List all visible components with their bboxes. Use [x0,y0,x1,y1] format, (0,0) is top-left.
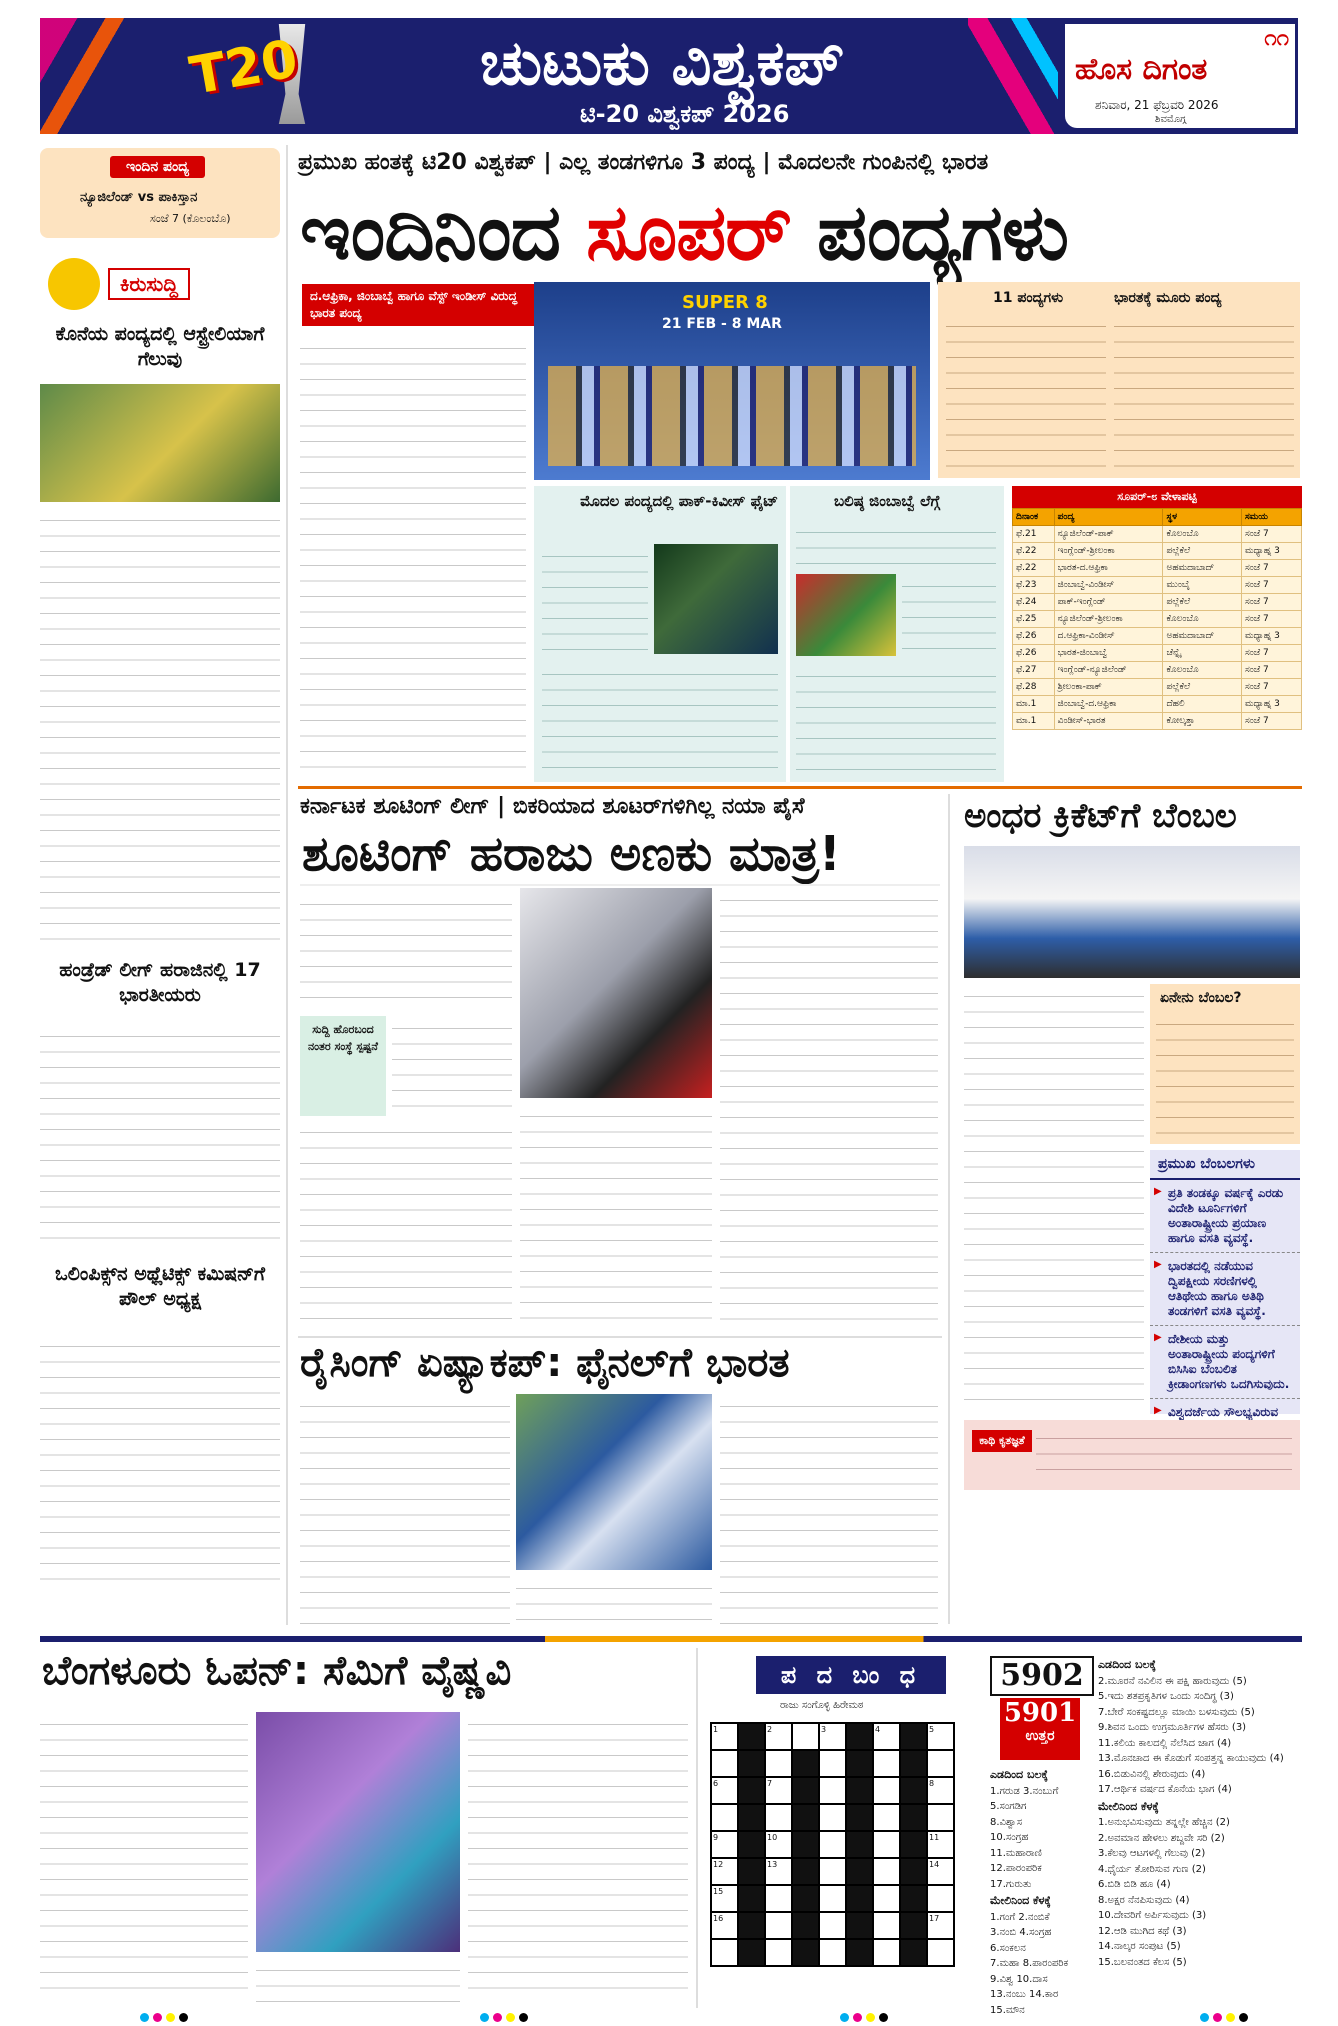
schedule-row [1013,662,1302,679]
schedule-cell: ಫೆ.22 [1013,560,1055,577]
schedule-cell: ಸಂಜೆ 7 [1241,577,1301,594]
crossword-block [846,1939,873,1966]
schedule-cell: ಮಾ.1 [1013,696,1055,713]
schedule-cell: ಸಂಜೆ 7 [1241,713,1301,730]
sub-story-2-title: ಬಲಿಷ್ಠ ಜಿಂಬಾಬ್ವೆ ಲೆಗ್ಗೆ [834,492,941,510]
rising-body-3 [720,1394,938,1624]
schedule-cell: ಪಲ್ಲೆಕೆಲೆ [1163,543,1242,560]
short-news-title: ಕಿರುಸುದ್ದಿ [108,268,190,300]
schedule-cell: ಕೊಲಂಬೊ [1163,662,1242,679]
players-group [548,366,916,466]
schedule-cell: ದ.ಆಫ್ರಿಕಾ-ವಿಂಡೀಸ್ [1054,628,1163,645]
column-divider [286,145,288,1625]
support-list [1150,1150,1300,1419]
support-point: ▶ ದೇಶೀಯ ಮತ್ತು ಅಂತಾರಾಷ್ಟ್ರೀಯ ಪಂದ್ಯಗಳಿಗೆ ಬಿಸಿಸಿಐ ಬೆಂಬಲಿತ ಕ್ರೀಡಾಂಗಣಗಳು ಒದಗಿಸುವುದು. [1150,1326,1300,1399]
schedule-cell: ಫೆ.22 [1013,543,1055,560]
crossword-cell[interactable] [873,1885,900,1912]
crossword-cell[interactable] [873,1804,900,1831]
schedule-row [1013,560,1302,577]
crossword-grid[interactable] [710,1722,955,1967]
crossword-grid-wrap [710,1722,955,1967]
sub-story-1 [534,486,786,782]
crossword-block [792,1912,819,1939]
sub-story-2-body-3 [796,664,996,774]
hand-icon [48,258,100,310]
cricket-photo [40,384,280,502]
schedule-cell: ಜಿಂಬಾಬ್ವೆ-ವಿಂಡೀಸ್ [1054,577,1163,594]
schedule-cell: ಪಲ್ಲೆಕೆಲೆ [1163,679,1242,696]
crossword-cell[interactable]: 17 [927,1912,954,1939]
crossword-cell[interactable]: 4 [873,1723,900,1750]
schedule-row [1013,526,1302,543]
clue-item: 13.ನಂಬು 14.ಕಾರ [990,1989,1059,2000]
schedule-cell: ಚೆನ್ನೈ [1163,645,1242,662]
box1-body [946,314,1106,472]
crossword-block [792,1885,819,1912]
left-headline-3: ಒಲಿಂಪಿಕ್ಸ್‌ನ ಅಥ್ಲೆಟಿಕ್ಸ್ ಕಮಿಷನ್‌ಗೆ ಪೌಲ್ ಅಧ್ಯಕ್ಷ [55,1263,265,1310]
crossword-cell[interactable] [765,1804,792,1831]
schedule-cell: ಭಾರತ-ಜಿಂಬಾಬ್ವೆ [1054,645,1163,662]
down-title: ಮೇಲಿನಿಂದ ಕೆಳಕ್ಕೆ [1098,1799,1159,1813]
schedule-row [1013,679,1302,696]
section-rule [298,786,1302,789]
shooting-body-3 [300,1120,512,1332]
crossword-cell[interactable] [765,1912,792,1939]
left-headline-1: ಕೊನೆಯ ಪಂದ್ಯದಲ್ಲಿ ಆಸ್ಟ್ರೇಲಿಯಾಗೆ ಗೆಲುವು [55,323,265,370]
crossword-cell[interactable]: 6 [711,1777,738,1804]
prev-answer-badge [1000,1698,1080,1760]
t20-logo: T20 [185,29,303,107]
column-divider [948,794,950,1624]
clue-item: 1.ಅನುಭವಿಸುವುದು ತನ್ನಲ್ಲೇ ಹೆಚ್ಚಿನ (2) [1098,1817,1230,1828]
schedule-cell: ಫೆ.23 [1013,577,1055,594]
schedule-cell: ಜಿಂಬಾಬ್ವೆ-ದ.ಆಫ್ರಿಕಾ [1054,696,1163,713]
crossword-cell[interactable]: 14 [927,1858,954,1885]
schedule-cell: ಪಾಕ್-ಇಂಗ್ಲೆಂಡ್ [1054,594,1163,611]
crossword-block [738,1804,765,1831]
shooting-quote: ಸುದ್ದಿ ಹೊರಬಂದ ನಂತರ ಸಂಸ್ಥೆ ಸ್ಪಷ್ಟನೆ [300,1016,386,1116]
tennis-photo [256,1712,460,1952]
schedule-header: ಸ್ಥಳ [1163,509,1242,526]
schedule-cell: ಅಹಮದಾಬಾದ್ [1163,560,1242,577]
crossword-block [792,1804,819,1831]
crossword-block [738,1750,765,1777]
schedule-cell: ಫೆ.21 [1013,526,1055,543]
shooting-kicker: ಕರ್ನಾಟಕ ಶೂಟಿಂಗ್ ಲೀಗ್ | ಬಿಕರಿಯಾದ ಶೂಟರ್‌ಗಳಿಗಿಲ್ಲ ನಯಾ ಪೈಸೆ [300,794,805,819]
crossword-cell[interactable] [792,1723,819,1750]
shooting-headline: ಶೂಟಿಂಗ್ ಹರಾಜು ಅಣಕು ಮಾತ್ರ! [302,826,841,882]
sub-story-1-body-2 [542,662,778,774]
main-headline [300,188,1068,279]
clue-item: 8.ವಿಶ್ವಾಸ [990,1816,1023,1828]
clue-item: 6.ಬಿಡಿ ಬಿಡಿ ಹೂ (4) [1098,1879,1171,1890]
gratitude-label: ಕಾಥಿ ಕೃತಜ್ಞತೆ [972,1430,1032,1452]
crossword-cell[interactable]: 12 [711,1858,738,1885]
schedule-row [1013,645,1302,662]
clue-item: 12.ಆಡಿ ಮುಗಿದ ಕಥೆ (3) [1098,1925,1187,1937]
header-banner [40,18,1298,134]
divider [298,1336,942,1338]
schedule-cell: ಫೆ.26 [1013,645,1055,662]
crossword-block [738,1777,765,1804]
crossword-block [846,1885,873,1912]
sub-story-2 [790,486,1004,782]
clue-item: 2.ಅವಮಾನ ಹೇಳಲು ಶಬ್ದವೇ ಸರಿ (2) [1098,1832,1225,1844]
tennis-body-3 [468,1712,688,2002]
headline-part: ಪಂದ್ಯಗಳು [790,188,1069,278]
gratitude-body [1036,1426,1292,1484]
crossword-cell[interactable] [927,1804,954,1831]
schedule-cell: ಸಂಜೆ 7 [1241,662,1301,679]
schedule-cell: ಸಂಜೆ 7 [1241,645,1301,662]
today-match-teams: ನ್ಯೂಜಿಲೆಂಡ್ vs ಪಾಕಿಸ್ತಾನ [80,190,198,205]
crossword-cell[interactable]: 7 [765,1777,792,1804]
schedule-header: ಸಮಯ [1241,509,1301,526]
clue-item: 17.ಗುರುತು [990,1878,1032,1890]
crossword-title: ಪ ದ ಬಂ ಧ [756,1656,946,1694]
prev-across-title: ಎಡದಿಂದ ಬಲಕ್ಕೆ [990,1768,1048,1781]
puzzle-number: 5902 [990,1656,1094,1696]
super8-schedule [1012,486,1302,730]
page-number: ೧೧ [1264,26,1289,51]
crossword-cell[interactable] [819,1777,846,1804]
clue-item: 11.ಕಲಿಯ ಕಾಲದಲ್ಲಿ ನೆಲೆಸಿದ ಜಾಗ (4) [1098,1737,1232,1749]
clue-item: 8.ಅಕ್ಷರ ನೆನಪಿಸುವುದು (4) [1098,1894,1190,1906]
schedule-row [1013,696,1302,713]
crossword-block [900,1750,927,1777]
box2-body [1114,314,1294,472]
schedule-cell: ಮಧ್ಯಾಹ್ನ 3 [1241,628,1301,645]
crossword-block [900,1939,927,1966]
crossword-block [900,1777,927,1804]
box2-title: ಭಾರತಕ್ಕೆ ಮೂರು ಪಂದ್ಯ [1114,290,1222,306]
clue-item: 1.ಗಂಗೆ 2.ನಂಬಿಕೆ [990,1911,1050,1923]
schedule-cell: ನ್ಯೂಜಿಲೆಂಡ್-ಶ್ರೀಲಂಕಾ [1054,611,1163,628]
schedule-cell: ಇಂಗ್ಲೆಂಡ್-ಶ್ರೀಲಂಕಾ [1054,543,1163,560]
headline-part: ಇಂದಿನಿಂದ [300,188,587,278]
crossword-cell[interactable] [819,1831,846,1858]
support-point: ▶ ಭಾರತದಲ್ಲಿ ನಡೆಯುವ ದ್ವಿಪಕ್ಷೀಯ ಸರಣಿಗಳಲ್ಲಿ ಆತಿಥೇಯ ಹಾಗೂ ಅತಿಥಿ ತಂಡಗಳಿಗೆ ವಸತಿ ವ್ಯವಸ್ಥೆ. [1150,1253,1300,1326]
clues [1098,1656,1302,1970]
schedule-cell: ಸಂಜೆ 7 [1241,526,1301,543]
clue-item: 11.ಮಹಾರಾಣಿ [990,1847,1042,1859]
divider [300,884,940,886]
down-clues [1098,1815,1302,1970]
crossword-block [900,1831,927,1858]
print-register-marks [1200,2013,1248,2022]
rising-body-2 [516,1576,712,1624]
shooting-body-4 [520,1104,712,1332]
crossword-block [846,1831,873,1858]
left-article-2-body [40,1024,280,1240]
today-match-time: ಸಂಜೆ 7 (ಕೊಲಂಬೊ) [150,212,231,225]
schedule-cell: ಫೆ.28 [1013,679,1055,696]
shooting-body-1 [300,892,512,1012]
clue-item: 7.ಬೇರೆ ಸಂಕಷ್ಟದಲ್ಲೂ ಮಾಯಿ ಬಳಸುವುದು (5) [1098,1706,1255,1718]
support-point: ▶ ಪ್ರತಿ ತಂಡಕ್ಕೂ ವರ್ಷಕ್ಕೆ ಎರಡು ವಿದೇಶಿ ಟೂರ್ನಿಗಳಿಗೆ ಅಂತಾರಾಷ್ಟ್ರೀಯ ಪ್ರಯಾಣ ಹಾಗೂ ವಸತಿ ವ್ಯವಸ್ಥೆ. [1150,1180,1300,1253]
across-clues [1098,1674,1302,1798]
blind-cricket-headline: ಅಂಧರ ಕ್ರಿಕೆಟ್‌ಗೆ ಬೆಂಬಲ [964,796,1237,836]
crossword-cell[interactable] [873,1912,900,1939]
crossword-cell[interactable] [819,1804,846,1831]
short-news-label [48,258,278,314]
crossword-cell[interactable] [711,1750,738,1777]
crossword-cell[interactable] [765,1750,792,1777]
issue-city: ಶಿವಮೊಗ್ಗ [1155,114,1187,125]
crossword-block [738,1939,765,1966]
rising-photo [516,1394,712,1570]
schedule-cell: ಕೋಲ್ಕತ್ತಾ [1163,713,1242,730]
super8-captains-photo [534,282,930,480]
clue-item: 9.ಶಿವನ ಒಂದು ಉಗ್ರಮೂರ್ತಿಗಳ ಹೆಸರು (3) [1098,1722,1247,1733]
prev-across-list [990,1784,1090,1893]
crossword-cell[interactable]: 10 [765,1831,792,1858]
crossword-block [738,1831,765,1858]
crossword-block [900,1858,927,1885]
schedule-caption: ಸೂಪರ್-೮ ವೇಳಾಪಟ್ಟಿ [1012,486,1302,508]
schedule-cell: ಮಧ್ಯಾಹ್ನ 3 [1241,696,1301,713]
schedule-cell: ಸಂಜೆ 7 [1241,560,1301,577]
crossword-cell[interactable] [927,1939,954,1966]
clue-item: 7.ಮಹಾ 8.ಪಾರಂಪರಿಕ [990,1958,1069,1969]
clue-item: 10.ದೇವರಿಗೆ ಅರ್ಪಿಸುವುದು (3) [1098,1910,1207,1921]
schedule-table [1012,508,1302,730]
schedule-cell: ದೆಹಲಿ [1163,696,1242,713]
crossword-cell[interactable]: 16 [711,1912,738,1939]
clue-item: 3.ನಂಬಿ 4.ಸಂಗ್ರಹ [990,1927,1052,1938]
section-subtitle: ಟಿ-20 ವಿಶ್ವಕಪ್ 2026 [580,100,790,128]
schedule-cell: ಫೆ.27 [1013,662,1055,679]
paper-logo: ಹೊಸ ದಿಗಂತ [1075,52,1208,87]
print-register-marks [480,2013,528,2022]
issue-date: ಶನಿವಾರ, 21 ಫೆಬ್ರವರಿ 2026 [1095,98,1219,112]
prev-answers [990,1766,1090,2018]
support-list-title: ಪ್ರಮುಖ ಬೆಂಬಲಗಳು [1150,1150,1300,1180]
schedule-cell: ವಿಂಡೀಸ್-ಭಾರತ [1054,713,1163,730]
schedule-cell: ಭಾರತ-ದ.ಆಫ್ರಿಕಾ [1054,560,1163,577]
clue-item: 5.ಇದು ಶತಪ್ರಕೃತಿಗಳ ಒಂದು ಸಂದಿಗ್ಧ (3) [1098,1691,1234,1702]
main-article-body [300,336,526,776]
schedule-cell: ಇಂಗ್ಲೆಂಡ್-ನ್ಯೂಜಿಲೆಂಡ್ [1054,662,1163,679]
crossword-cell[interactable] [873,1750,900,1777]
crossword-block [792,1750,819,1777]
schedule-cell: ಫೆ.24 [1013,594,1055,611]
crossword-block [846,1804,873,1831]
crossword-block [792,1831,819,1858]
crossword-block [738,1723,765,1750]
schedule-cell: ಮಾ.1 [1013,713,1055,730]
column-divider [696,1648,698,2008]
crossword-cell[interactable] [765,1939,792,1966]
clue-item: 5.ಸಂಗಡಿಗ [990,1801,1027,1812]
crossword-block [846,1858,873,1885]
left-headline-2: ಹಂಡ್ರೆಡ್ ಲೀಗ್ ಹರಾಜಿನಲ್ಲಿ 17 ಭಾರತೀಯರು [59,959,261,1006]
blind-faq-title: ಏನೇನು ಬೆಂಬಲ? [1160,990,1242,1006]
shooting-body-5 [720,888,938,1332]
crossword-block [846,1750,873,1777]
sub-story-1-title: ಮೊದಲ ಪಂದ್ಯದಲ್ಲಿ ಪಾಕ್-ಕಿವೀಸ್ ಫೈಟ್ [580,492,778,510]
schedule-cell: ಫೆ.25 [1013,611,1055,628]
crossword-block [792,1858,819,1885]
zimbabwe-photo [796,574,896,656]
clue-item: 14.ನಾಲ್ಕರ ಸಂಪುಟ (5) [1098,1941,1181,1952]
crossword-cell[interactable] [873,1831,900,1858]
support-point: ▶ ವಿಶ್ವದರ್ಜೆಯ ಸೌಲಭ್ಯವಿರುವ [1150,1399,1300,1457]
shooting-event-photo [520,888,712,1098]
main-kicker: ಪ್ರಮುಖ ಹಂತಕ್ಕೆ ಟಿ20 ವಿಶ್ವಕಪ್ | ಎಲ್ಲ ತಂಡಗಳಿಗೂ 3 ಪಂದ್ಯ | ಮೊದಲನೇ ಗುಂಪಿನಲ್ಲಿ ಭಾರತ [298,150,989,175]
crossword-cell[interactable] [873,1939,900,1966]
crossword-block [900,1912,927,1939]
schedule-header: ದಿನಾಂಕ [1013,509,1055,526]
box1-title: 11 ಪಂದ್ಯಗಳು [993,290,1064,306]
clue-item: 3.ಕೆಲವು ಆಟಗಳಲ್ಲಿ ಗೆಲುವು (2) [1098,1848,1206,1859]
across-title: ಎಡದಿಂದ ಬಲಕ್ಕೆ [1098,1658,1156,1671]
schedule-row [1013,577,1302,594]
crossword-cell[interactable]: 5 [927,1723,954,1750]
crossword-cell[interactable] [819,1858,846,1885]
banner-decoration [40,18,160,134]
crossword-cell[interactable]: 1 [711,1723,738,1750]
crossword-cell[interactable]: 13 [765,1858,792,1885]
info-boxes [938,282,1300,478]
crossword-cell[interactable] [819,1885,846,1912]
crossword-block [846,1723,873,1750]
schedule-row [1013,594,1302,611]
schedule-cell: ಕೊಲಂಬೊ [1163,526,1242,543]
crossword-cell[interactable]: 2 [765,1723,792,1750]
schedule-cell: ಫೆ.26 [1013,628,1055,645]
crossword-block [738,1912,765,1939]
prev-down-list [990,1910,1090,2019]
schedule-cell: ಸಂಜೆ 7 [1241,679,1301,696]
crossword-cell[interactable] [819,1912,846,1939]
clue-item: 12.ಪಾರಂಪರಿಕ [990,1863,1042,1874]
headline-highlight: ಸೂಪರ್ [586,188,791,278]
blind-faq-body [1156,1012,1294,1138]
main-tag: ದ.ಆಫ್ರಿಕಾ, ಜಿಂಬಾಬ್ವೆ ಹಾಗೂ ವೆಸ್ಟ್ ಇಂಡೀಸ್ ವಿರುದ್ಧ ಭಾರತ ಪಂದ್ಯ [302,284,536,326]
tennis-headline: ಬೆಂಗಳೂರು ಓಪನ್: ಸೆಮಿಗೆ ವೈಷ್ಣವಿ [42,1648,512,1694]
super8-dates: 21 FEB - 8 MAR [662,316,782,332]
sub-story-2-body-2 [902,574,996,656]
print-register-marks [840,2013,888,2022]
schedule-row [1013,543,1302,560]
schedule-cell: ಸಂಜೆ 7 [1241,611,1301,628]
crossword-cell[interactable]: 11 [927,1831,954,1858]
crossword-cell[interactable] [765,1885,792,1912]
crossword-block [900,1723,927,1750]
schedule-row [1013,611,1302,628]
left-article-1-body [40,508,280,948]
schedule-cell: ಶ್ರೀಲಂಕಾ-ಪಾಕ್ [1054,679,1163,696]
prev-puzzle-number: 5901 [1003,1698,1077,1728]
schedule-row [1013,713,1302,730]
sub-story-1-body [542,544,648,654]
rising-headline: ರೈಸಿಂಗ್ ಏಷ್ಯಾಕಪ್: ಫೈನಲ್‌ಗೆ ಭಾರತ [300,1340,790,1386]
print-register-marks [140,2013,188,2022]
crossword-cell[interactable] [873,1858,900,1885]
prev-answer-label: ಉತ್ತರ [1025,1728,1055,1744]
crossword-block [738,1858,765,1885]
crossword-block [738,1885,765,1912]
gratitude-box [964,1420,1300,1490]
schedule-cell: ಅಹಮದಾಬಾದ್ [1163,628,1242,645]
pak-nz-photo [654,544,778,654]
clue-item: 1.ಗರುಡ 3.ನಂಬುಗೆ [990,1785,1059,1797]
schedule-cell: ಮುಂಬೈ [1163,577,1242,594]
clue-item: 4.ಧೈರ್ಯ ತೋರಿಸುವ ಗುಣ (2) [1098,1863,1206,1875]
crossword-author: ರಾಜು ಸಂಗೊಳ್ಳಿ ಹಿರೇಮಠ [780,1700,864,1711]
clue-item: 10.ಸಂಗ್ರಹ [990,1832,1029,1843]
crossword-block [792,1777,819,1804]
crossword-block [792,1939,819,1966]
clue-item: 16.ಬಿಡುವಿನಲ್ಲಿ ಶೇರುವುದು (4) [1098,1768,1206,1780]
crossword-cell[interactable]: 9 [711,1831,738,1858]
crossword-block [900,1804,927,1831]
banner-decoration [968,18,1058,134]
crossword-cell[interactable] [927,1750,954,1777]
tennis-body-1 [40,1712,248,2002]
crossword-cell[interactable] [711,1804,738,1831]
today-match-tag: ಇಂದಿನ ಪಂದ್ಯ [110,156,205,178]
crossword-cell[interactable]: 8 [927,1777,954,1804]
blind-cricket-body [964,984,1144,1414]
clue-item: 2.ಮೂರನೆ ನವಿಲಿನ ಈ ಪಕ್ಷಿ ಹಾರುವುದು (5) [1098,1675,1247,1687]
schedule-row [1013,628,1302,645]
schedule-cell: ಸಂಜೆ 7 [1241,594,1301,611]
masthead [1065,24,1295,128]
clue-item: 17.ಆರ್ಥಿಕ ವರ್ಷದ ಕೊನೆಯ ಭಾಗ (4) [1098,1784,1232,1795]
schedule-cell: ಮಧ್ಯಾಹ್ನ 3 [1241,543,1301,560]
crossword-cell[interactable] [927,1885,954,1912]
crossword-cell[interactable]: 3 [819,1723,846,1750]
sub-story-2-body [796,520,996,568]
section-title: ಚುಟುಕು ವಿಶ್ವಕಪ್ [480,26,845,99]
crossword-cell[interactable] [819,1750,846,1777]
left-article-3-body [40,1334,280,1592]
crossword-cell[interactable] [711,1939,738,1966]
blind-cricket-photo [964,846,1300,978]
schedule-header: ಪಂದ್ಯ [1054,509,1163,526]
schedule-cell: ಪಲ್ಲೆಕೆಲೆ [1163,594,1242,611]
schedule-cell: ಕೊಲಂಬೊ [1163,611,1242,628]
clue-item: 6.ಸಂಕಲನ [990,1942,1026,1954]
section-rule [40,1636,1302,1642]
schedule-cell: ನ್ಯೂಜಿಲೆಂಡ್-ಪಾಕ್ [1054,526,1163,543]
crossword-cell[interactable]: 15 [711,1885,738,1912]
crossword-block [846,1912,873,1939]
clue-item: 15.ಮೌನ [990,2004,1025,2016]
prev-down-title: ಮೇಲಿನಿಂದ ಕೆಳಕ್ಕೆ [990,1894,1051,1907]
crossword-block [846,1777,873,1804]
tennis-body-2 [256,1958,460,2002]
crossword-cell[interactable] [873,1777,900,1804]
clue-item: 13.ಮೊನಚಾದ ಈ ಕೊಡುಗೆ ಸಂಪತ್ತನ್ನ ಕಾಯುವುದು (4) [1098,1753,1284,1764]
blind-faq-box [1150,984,1300,1144]
today-match-box [40,148,280,238]
clue-item: 15.ಬಲವಂತದ ಕೆಲಸ (5) [1098,1956,1187,1968]
crossword-cell[interactable] [819,1939,846,1966]
clue-item: 9.ವಿಶ್ವ 10.ದಾಸ [990,1973,1048,1985]
super8-label: SUPER 8 [682,292,768,313]
shooting-body-2 [392,1016,512,1116]
crossword-block [900,1885,927,1912]
rising-body-1 [300,1394,510,1624]
